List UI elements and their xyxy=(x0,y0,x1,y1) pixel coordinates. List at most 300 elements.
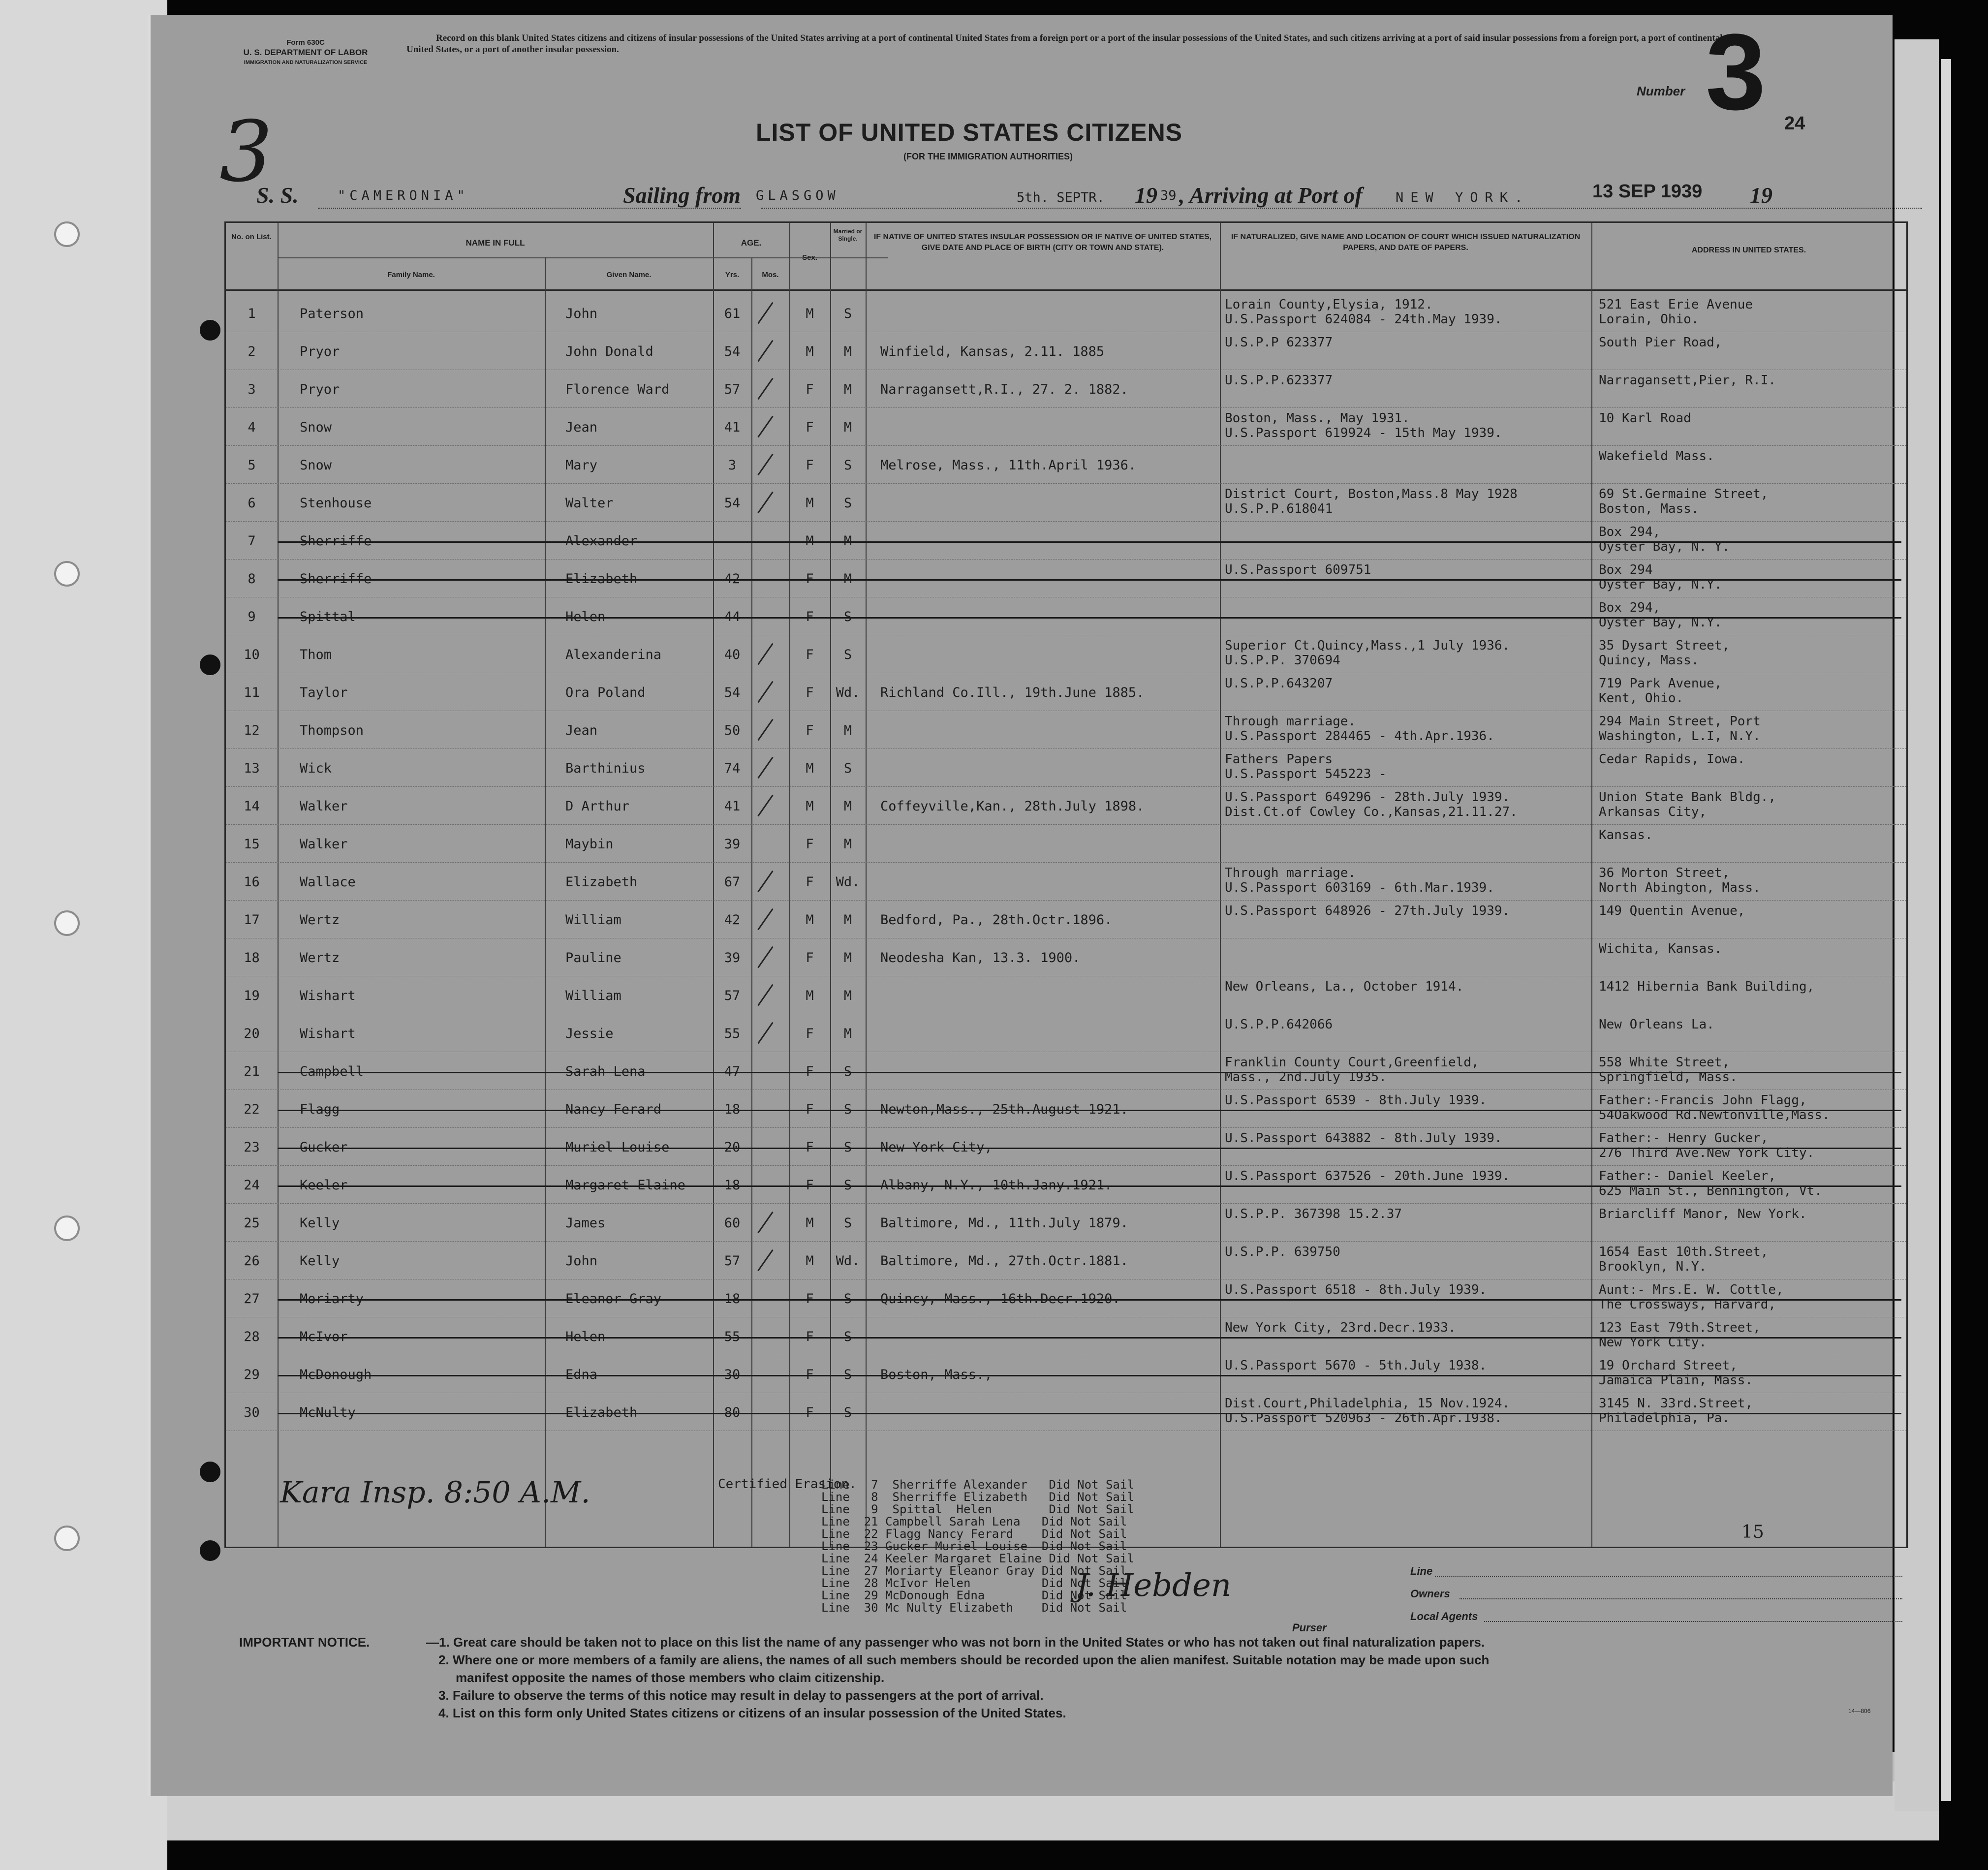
header-married: Married or Single. xyxy=(833,228,863,242)
cell-given: Jessie xyxy=(565,1026,614,1041)
cell-addr2: Springfield, Mass. xyxy=(1599,1070,1738,1085)
cell-sex: M xyxy=(806,306,814,321)
cell-sex: F xyxy=(806,723,814,738)
erasure-line: Line 7 Sherriffe Alexander Did Not Sail xyxy=(821,1478,1134,1492)
cell-nat2: U.S.Passport 619924 - 15th May 1939. xyxy=(1225,426,1502,440)
check-mark xyxy=(757,1022,773,1044)
strike-line xyxy=(278,1148,1901,1149)
strike-line xyxy=(278,1337,1901,1339)
page-hole xyxy=(200,1540,220,1561)
cell-ms: S xyxy=(843,1178,852,1193)
underlying-sheet xyxy=(1941,59,1951,1801)
cell-nat1: Franklin County Court,Greenfield, xyxy=(1225,1055,1479,1070)
notice-title: IMPORTANT NOTICE. xyxy=(239,1635,370,1650)
cell-given: Ora Poland xyxy=(565,685,646,700)
cell-birth: Boston, Mass., xyxy=(880,1367,993,1382)
cell-nat1: U.S.Passport 643882 - 8th.July 1939. xyxy=(1225,1131,1502,1146)
cell-ms: S xyxy=(843,1291,852,1307)
cell-nat1: Through marriage. xyxy=(1225,866,1356,880)
cell-nat1: Through marriage. xyxy=(1225,714,1356,729)
cell-sex: F xyxy=(806,420,814,435)
number-value: 3 xyxy=(1706,11,1766,132)
manifest-page xyxy=(148,11,1893,1796)
cell-ms: Wd. xyxy=(836,874,860,890)
header-no: No. on List. xyxy=(231,233,272,241)
header-bottom xyxy=(226,289,1906,291)
cell-yrs: 55 xyxy=(724,1026,741,1041)
table-row xyxy=(226,1279,1906,1317)
cell-given: Helen xyxy=(565,609,606,624)
cell-birth: Newton,Mass., 25th.August 1921. xyxy=(880,1102,1128,1117)
cell-addr1: Box 294 xyxy=(1599,562,1653,577)
page-hole xyxy=(200,320,220,341)
cell-sex: M xyxy=(806,988,814,1003)
cell-sex: F xyxy=(806,1178,814,1193)
margin-handwritten-number: 3 xyxy=(219,103,273,201)
owners-underline xyxy=(1460,1598,1902,1599)
number-suffix: 24 xyxy=(1784,113,1805,134)
check-mark xyxy=(757,643,773,665)
erasure-label: Certified Erasion. xyxy=(718,1477,857,1492)
cell-yrs: 54 xyxy=(724,496,741,511)
cell-ms: M xyxy=(843,533,852,549)
cell-addr1: Aunt:- Mrs.E. W. Cottle, xyxy=(1599,1282,1784,1297)
cell-given: Elizabeth xyxy=(565,1405,638,1420)
strike-line xyxy=(278,1299,1901,1301)
cell-nat1: U.S.P.P.643207 xyxy=(1225,676,1333,691)
cell-family: Thompson xyxy=(300,723,364,738)
table-row xyxy=(226,1052,1906,1090)
cell-family: Walker xyxy=(300,799,348,814)
table-row xyxy=(226,825,1906,863)
cell-addr1: New Orleans La. xyxy=(1599,1017,1714,1032)
strike-line xyxy=(278,1375,1901,1376)
cell-no: 27 xyxy=(244,1291,260,1307)
cell-given: William xyxy=(565,912,621,928)
cell-ms: S xyxy=(843,1216,852,1231)
cell-no: 25 xyxy=(244,1216,260,1231)
cell-addr1: Father:- Henry Gucker, xyxy=(1599,1131,1769,1146)
check-mark xyxy=(757,984,773,1006)
table-row xyxy=(226,1355,1906,1393)
cell-birth: Quincy, Mass., 16th.Decr.1920. xyxy=(880,1291,1120,1307)
cell-family: Wishart xyxy=(300,1026,356,1041)
cell-given: Maybin xyxy=(565,837,614,852)
cell-nat1: U.S.Passport 6539 - 8th.July 1939. xyxy=(1225,1093,1487,1108)
form-number: Form 630C xyxy=(286,38,325,47)
cell-ms: M xyxy=(843,1026,852,1041)
cell-no: 11 xyxy=(244,685,260,700)
cell-addr1: South Pier Road, xyxy=(1599,335,1722,350)
notice-3: 3. Failure to observe the terms of this notice may result in delay to passengers at the port of arrival. xyxy=(438,1688,1044,1703)
cell-no: 29 xyxy=(244,1367,260,1382)
cell-ms: M xyxy=(843,723,852,738)
table-row xyxy=(226,1014,1906,1052)
notice-4: 4. List on this form only United States citizens or citizens of an insular possession of the United States. xyxy=(438,1706,1066,1720)
cell-sex: M xyxy=(806,761,814,776)
cell-sex: F xyxy=(806,1102,814,1117)
punch-hole xyxy=(54,221,80,247)
table-row xyxy=(226,1204,1906,1242)
strike-line xyxy=(278,579,1901,581)
cell-yrs: 41 xyxy=(724,799,741,814)
cell-yrs: 40 xyxy=(724,647,741,662)
owners-label: Owners xyxy=(1410,1588,1450,1600)
cell-family: Pryor xyxy=(300,344,340,359)
cell-given: Alexanderina xyxy=(565,647,662,662)
check-mark xyxy=(757,871,773,892)
cell-addr2: Arkansas City, xyxy=(1599,805,1707,819)
cell-given: Margaret Elaine xyxy=(565,1178,685,1193)
cell-family: Wertz xyxy=(300,950,340,966)
cell-birth: Winfield, Kansas, 2.11. 1885 xyxy=(880,344,1105,359)
cell-nat1: U.S.P.P. 367398 15.2.37 xyxy=(1225,1207,1402,1221)
cell-ms: M xyxy=(843,912,852,928)
header-name-in-full: NAME IN FULL xyxy=(466,238,525,248)
cell-no: 6 xyxy=(248,496,256,511)
cell-nat1: U.S.Passport 609751 xyxy=(1225,562,1371,577)
cell-sex: F xyxy=(806,1140,814,1155)
cell-no: 23 xyxy=(244,1140,260,1155)
cell-yrs: 55 xyxy=(724,1329,741,1344)
age-subheader-line xyxy=(713,257,789,258)
check-mark xyxy=(757,946,773,968)
table-row xyxy=(226,938,1906,976)
header-naturalized: IF NATURALIZED, GIVE NAME AND LOCATION OF COURT WHICH ISSUED NATURALIZATION PAPERS, AND DATE OF PAPERS. xyxy=(1231,233,1581,252)
cell-given: Sarah Lena xyxy=(565,1064,646,1079)
service: IMMIGRATION AND NATURALIZATION SERVICE xyxy=(244,60,368,65)
cell-addr2: Jamaica Plain, Mass. xyxy=(1599,1373,1753,1388)
arriving-label: , Arriving at Port of xyxy=(1179,183,1363,208)
cell-family: Thom xyxy=(300,647,332,662)
header-address: ADDRESS IN UNITED STATES. xyxy=(1691,246,1806,254)
cell-given: Elizabeth xyxy=(565,874,638,890)
cell-nat1: U.S.Passport 649296 - 28th.July 1939. xyxy=(1225,790,1510,805)
cell-addr2: New York City. xyxy=(1599,1335,1707,1350)
table-row xyxy=(226,863,1906,901)
cell-nat2: U.S.Passport 545223 - xyxy=(1225,767,1387,781)
cell-given: Pauline xyxy=(565,950,621,966)
ss-label: S. S. xyxy=(256,183,299,208)
table-row xyxy=(226,635,1906,673)
cell-sex: M xyxy=(806,799,814,814)
cell-addr1: 35 Dysart Street, xyxy=(1599,638,1730,653)
inspector-handwriting: Kara Insp. 8:50 A.M. xyxy=(280,1475,590,1510)
binding-strip xyxy=(0,0,167,1870)
cell-ms: M xyxy=(843,382,852,397)
check-mark xyxy=(757,1249,773,1271)
cell-family: McNulty xyxy=(300,1405,356,1420)
table-row xyxy=(226,484,1906,522)
year-prefix: 19 xyxy=(1135,183,1157,208)
cell-birth: Melrose, Mass., 11th.April 1936. xyxy=(880,458,1137,473)
cell-ms: S xyxy=(843,609,852,624)
form-subtitle: (FOR THE IMMIGRATION AUTHORITIES) xyxy=(903,152,1073,161)
cell-addr1: Kansas. xyxy=(1599,828,1653,842)
cell-addr1: Union State Bank Bldg., xyxy=(1599,790,1776,805)
cell-ms: M xyxy=(843,799,852,814)
cell-birth: Baltimore, Md., 11th.July 1879. xyxy=(880,1216,1128,1231)
cell-birth: New York City, xyxy=(880,1140,993,1155)
cell-family: Keeler xyxy=(300,1178,348,1193)
check-mark xyxy=(757,719,773,741)
cell-yrs: 54 xyxy=(724,685,741,700)
cell-yrs: 20 xyxy=(724,1140,741,1155)
table-row xyxy=(226,787,1906,825)
cell-given: Elizabeth xyxy=(565,571,638,587)
cell-given: John Donald xyxy=(565,344,653,359)
cell-sex: F xyxy=(806,837,814,852)
table-row xyxy=(226,1317,1906,1355)
year-prefix-2: 19 xyxy=(1750,183,1772,208)
cell-no: 7 xyxy=(248,533,256,549)
cell-family: Walker xyxy=(300,837,348,852)
cell-addr1: Narragansett,Pier, R.I. xyxy=(1599,373,1776,388)
check-mark xyxy=(757,416,773,437)
cell-no: 8 xyxy=(248,571,256,587)
cell-given: Muriel Louise xyxy=(565,1140,670,1155)
cell-no: 30 xyxy=(244,1405,260,1420)
cell-family: Wallace xyxy=(300,874,356,890)
check-mark xyxy=(757,757,773,779)
cell-ms: S xyxy=(843,496,852,511)
cell-sex: F xyxy=(806,458,814,473)
table-row xyxy=(226,408,1906,446)
page-count: 15 xyxy=(1741,1522,1764,1542)
cell-yrs: 42 xyxy=(724,571,741,587)
cell-family: Kelly xyxy=(300,1253,340,1269)
cell-given: Walter xyxy=(565,496,614,511)
cell-ms: S xyxy=(843,761,852,776)
erasure-line: Line 28 McIvor Helen Did Not Sail xyxy=(821,1576,1127,1590)
cell-sex: M xyxy=(806,533,814,549)
cell-nat1: U.S.P.P. 639750 xyxy=(1225,1245,1340,1259)
cell-no: 21 xyxy=(244,1064,260,1079)
cell-nat1: Dist.Court,Philadelphia, 15 Nov.1924. xyxy=(1225,1396,1510,1411)
cell-no: 3 xyxy=(248,382,256,397)
cell-addr2: The Crossways, Harvard, xyxy=(1599,1297,1776,1312)
cell-yrs: 30 xyxy=(724,1367,741,1382)
cell-addr2: 625 Main St., Bennington, Vt. xyxy=(1599,1184,1822,1198)
table-row xyxy=(226,446,1906,484)
header-age: AGE. xyxy=(741,238,762,248)
erasure-line: Line 27 Moriarty Eleanor Gray Did Not Sail xyxy=(821,1564,1127,1578)
cell-sex: F xyxy=(806,685,814,700)
cell-birth: Neodesha Kan, 13.3. 1900. xyxy=(880,950,1081,966)
cell-given: William xyxy=(565,988,621,1003)
cell-yrs: 61 xyxy=(724,306,741,321)
year-suffix: 39 xyxy=(1160,188,1177,203)
table-row xyxy=(226,711,1906,749)
cell-birth: Baltimore, Md., 27th.Octr.1881. xyxy=(880,1253,1128,1269)
line-underline xyxy=(1435,1576,1902,1577)
cell-addr1: Father:- Daniel Keeler, xyxy=(1599,1169,1776,1184)
cell-addr1: Cedar Rapids, Iowa. xyxy=(1599,752,1745,767)
check-mark xyxy=(757,378,773,400)
cell-nat2: U.S.Passport 520963 - 26th.Apr.1938. xyxy=(1225,1411,1502,1426)
cell-addr1: Box 294, xyxy=(1599,600,1661,615)
notice-2b: manifest opposite the names of those members who claim citizenship. xyxy=(456,1670,885,1685)
cell-sex: F xyxy=(806,950,814,966)
cell-addr1: 3145 N. 33rd.Street, xyxy=(1599,1396,1753,1411)
notice-2a: 2. Where one or more members of a family are aliens, the names of all such members should be recorded upon the alien manifest. Suitable notation may be made upon such xyxy=(438,1652,1490,1667)
check-mark xyxy=(757,302,773,324)
cell-addr1: 19 Orchard Street, xyxy=(1599,1358,1738,1373)
cell-addr2: Philadelphia, Pa. xyxy=(1599,1411,1730,1426)
port-name: NEW YORK. xyxy=(1396,190,1530,205)
cell-family: Snow xyxy=(300,420,332,435)
cell-yrs: 18 xyxy=(724,1178,741,1193)
cell-birth: Coffeyville,Kan., 28th.July 1898. xyxy=(880,799,1145,814)
sail-date: 5th. SEPTR. xyxy=(1017,190,1105,205)
table-row xyxy=(226,332,1906,370)
check-mark xyxy=(757,340,773,362)
cell-family: McIvor xyxy=(300,1329,348,1344)
cell-family: Campbell xyxy=(300,1064,364,1079)
arrival-stamp: 13 SEP 1939 xyxy=(1592,181,1703,202)
cell-no: 10 xyxy=(244,647,260,662)
cell-given: James xyxy=(565,1216,606,1231)
cell-ms: M xyxy=(843,950,852,966)
cell-no: 14 xyxy=(244,799,260,814)
department: U. S. DEPARTMENT OF LABOR xyxy=(243,48,368,57)
cell-family: Wertz xyxy=(300,912,340,928)
cell-no: 24 xyxy=(244,1178,260,1193)
cell-sex: M xyxy=(806,496,814,511)
cell-birth: Bedford, Pa., 28th.Octr.1896. xyxy=(880,912,1113,928)
cell-given: Jean xyxy=(565,420,598,435)
cell-yrs: 57 xyxy=(724,382,741,397)
cell-family: Snow xyxy=(300,458,332,473)
table-row xyxy=(226,560,1906,597)
cell-given: Jean xyxy=(565,723,598,738)
cell-addr1: Box 294, xyxy=(1599,525,1661,539)
cell-family: Stenhouse xyxy=(300,496,372,511)
erasure-line: Line 29 McDonough Edna Did Not Sail xyxy=(821,1589,1127,1602)
cell-given: Edna xyxy=(565,1367,598,1382)
cell-no: 15 xyxy=(244,837,260,852)
table-row xyxy=(226,749,1906,787)
table-row xyxy=(226,1393,1906,1431)
cell-ms: M xyxy=(843,571,852,587)
cell-yrs: 18 xyxy=(724,1102,741,1117)
agents-underline xyxy=(1484,1621,1902,1622)
cell-ms: S xyxy=(843,306,852,321)
cell-nat1: U.S.Passport 6518 - 8th.July 1939. xyxy=(1225,1282,1487,1297)
cell-addr2: Oyster Bay, N.Y. xyxy=(1599,615,1722,630)
check-mark xyxy=(757,1212,773,1233)
cell-sex: M xyxy=(806,344,814,359)
cell-addr1: Wakefield Mass. xyxy=(1599,449,1714,464)
header-sex: Sex. xyxy=(802,253,817,262)
cell-family: Spittal xyxy=(300,609,356,624)
cell-family: Wishart xyxy=(300,988,356,1003)
cell-family: Kelly xyxy=(300,1216,340,1231)
cell-no: 4 xyxy=(248,420,256,435)
cell-yrs: 54 xyxy=(724,344,741,359)
cell-no: 2 xyxy=(248,344,256,359)
notice-1: —1. Great care should be taken not to place on this list the name of any passenger who was not born in the United States or who has not taken out final naturalization papers. xyxy=(426,1635,1485,1650)
cell-given: Helen xyxy=(565,1329,606,1344)
line-label: Line xyxy=(1410,1565,1433,1577)
cell-addr2: Brooklyn, N.Y. xyxy=(1599,1259,1707,1274)
cell-nat1: New York City, 23rd.Decr.1933. xyxy=(1225,1320,1456,1335)
cell-addr1: Father:-Francis John Flagg, xyxy=(1599,1093,1807,1108)
print-code: 14—806 xyxy=(1848,1708,1871,1714)
cell-sex: F xyxy=(806,609,814,624)
erasure-line: Line 23 Gucker Muriel Louise Did Not Sail xyxy=(821,1539,1127,1553)
cell-addr1: 294 Main Street, Port xyxy=(1599,714,1761,729)
cell-sex: F xyxy=(806,1329,814,1344)
cell-sex: F xyxy=(806,1064,814,1079)
cell-sex: F xyxy=(806,382,814,397)
cell-nat1: New Orleans, La., October 1914. xyxy=(1225,979,1464,994)
cell-addr1: 69 St.Germaine Street, xyxy=(1599,487,1769,501)
cell-family: Flagg xyxy=(300,1102,340,1117)
cell-addr2: 276 Third Ave.New York City. xyxy=(1599,1146,1815,1160)
cell-addr2: Oyster Bay, N. Y. xyxy=(1599,539,1730,554)
check-mark xyxy=(757,795,773,816)
voyage-underline xyxy=(761,208,1922,209)
check-mark xyxy=(757,681,773,703)
cell-sex: F xyxy=(806,874,814,890)
cell-sex: M xyxy=(806,1216,814,1231)
cell-family: Sherriffe xyxy=(300,533,372,549)
cell-given: John xyxy=(565,306,598,321)
cell-yrs: 74 xyxy=(724,761,741,776)
cell-no: 19 xyxy=(244,988,260,1003)
cell-nat1: U.S.P.P.623377 xyxy=(1225,373,1333,388)
cell-yrs: 18 xyxy=(724,1291,741,1307)
cell-addr1: 719 Park Avenue, xyxy=(1599,676,1722,691)
cell-nat1: Fathers Papers xyxy=(1225,752,1333,767)
cell-ms: S xyxy=(843,1329,852,1344)
cell-nat1: Boston, Mass., May 1931. xyxy=(1225,411,1410,426)
cell-addr2: Kent, Ohio. xyxy=(1599,691,1684,706)
cell-ms: S xyxy=(843,1064,852,1079)
header-mos: Mos. xyxy=(762,271,779,279)
cell-no: 5 xyxy=(248,458,256,473)
cell-nat2: Dist.Ct.of Cowley Co.,Kansas,21.11.27. xyxy=(1225,805,1518,819)
cell-family: Wick xyxy=(300,761,332,776)
cell-yrs: 39 xyxy=(724,837,741,852)
cell-family: Paterson xyxy=(300,306,364,321)
cell-no: 20 xyxy=(244,1026,260,1041)
cell-yrs: 57 xyxy=(724,1253,741,1269)
cell-no: 1 xyxy=(248,306,256,321)
cell-sex: F xyxy=(806,1026,814,1041)
cell-addr1: 123 East 79th.Street, xyxy=(1599,1320,1761,1335)
cell-addr2: Boston, Mass. xyxy=(1599,501,1699,516)
cell-given: D Arthur xyxy=(565,799,630,814)
cell-no: 22 xyxy=(244,1102,260,1117)
header-given-name: Given Name. xyxy=(606,271,652,279)
table-row xyxy=(226,1242,1906,1279)
cell-addr1: 149 Quentin Avenue, xyxy=(1599,904,1745,918)
page-hole xyxy=(200,1462,220,1482)
table-row xyxy=(226,1166,1906,1204)
cell-nat1: U.S.P.P 623377 xyxy=(1225,335,1333,350)
cell-yrs: 47 xyxy=(724,1064,741,1079)
cell-sex: F xyxy=(806,647,814,662)
cell-nat2: U.S.Passport 284465 - 4th.Apr.1936. xyxy=(1225,729,1494,744)
cell-ms: Wd. xyxy=(836,685,860,700)
check-mark xyxy=(757,492,773,513)
purser-label: Purser xyxy=(1292,1621,1327,1634)
agents-label: Local Agents xyxy=(1410,1610,1478,1622)
page-hole xyxy=(200,654,220,675)
cell-ms: S xyxy=(843,1102,852,1117)
